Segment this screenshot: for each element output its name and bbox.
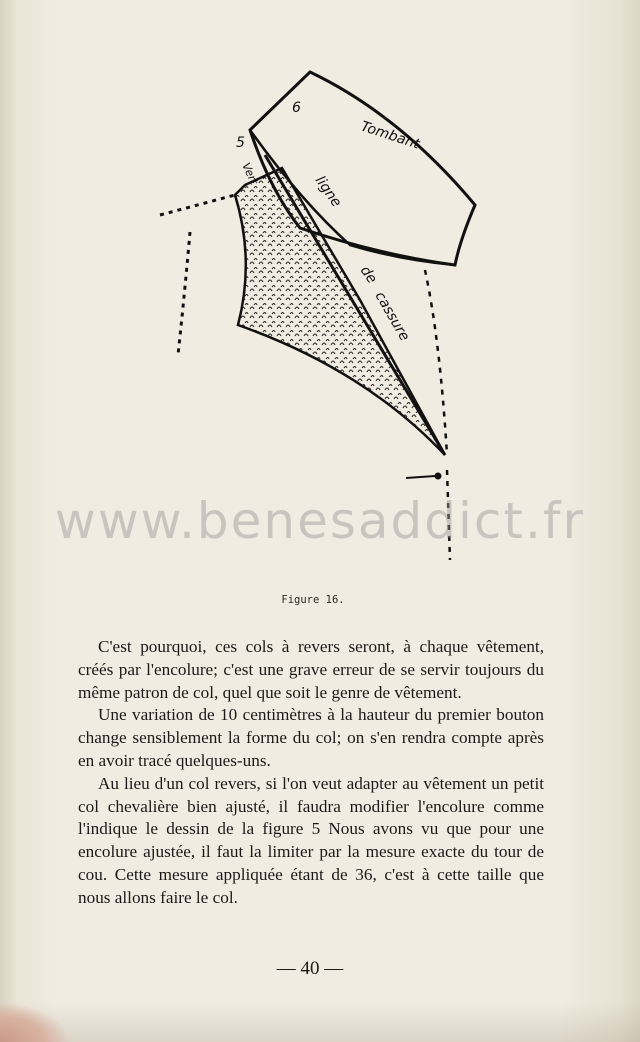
label-point-5: 5	[236, 135, 245, 151]
label-ligne: ligne	[311, 173, 345, 211]
collar-pattern-figure	[150, 60, 490, 560]
button-mark	[406, 476, 435, 478]
watermark: www.benesaddict.fr	[54, 492, 586, 550]
button-dot	[435, 473, 442, 480]
label-cassure: cassure	[371, 289, 413, 344]
page-number: — 40 —	[276, 958, 344, 979]
label-vert: Vert	[239, 160, 261, 187]
paragraph: Au lieu d'un col revers, si l'on veut adapter au vêtement un petit col chevalière bien ajusté, il faudra modifier l'encolure comme l'indique le dessin de la figure 5 Nous avons vu que pour une encolure ajustée, il faut la limiter par la mesure exacte du tour de cou. Cette mesure appliquée étant de 36, c'est à cette taille que nous allons faire le col.	[78, 773, 544, 907]
paragraph: Une variation de 10 centimètres à la hauteur du premier bouton change sensiblement la forme du col; on s'en rendra compte après en avoir tracé quelques-uns.	[78, 705, 544, 770]
paragraph: C'est pourquoi, ces cols à revers seront, à chaque vêtement, créés par l'encolure; c'est une grave erreur de se servir toujours du même patron de col, quel que soit le genre de vêtement.	[78, 637, 544, 702]
figure-caption: Figure 16.	[281, 594, 345, 606]
finger-corner	[0, 1002, 70, 1042]
label-tombant: Tombant	[358, 118, 422, 153]
hatched-lapel	[235, 168, 445, 455]
label-de: de	[356, 263, 380, 287]
body-text	[78, 636, 544, 910]
page-edge-shadow	[0, 1002, 640, 1042]
label-point-6: 6	[292, 100, 301, 116]
dotted-shoulder-line	[160, 195, 235, 355]
